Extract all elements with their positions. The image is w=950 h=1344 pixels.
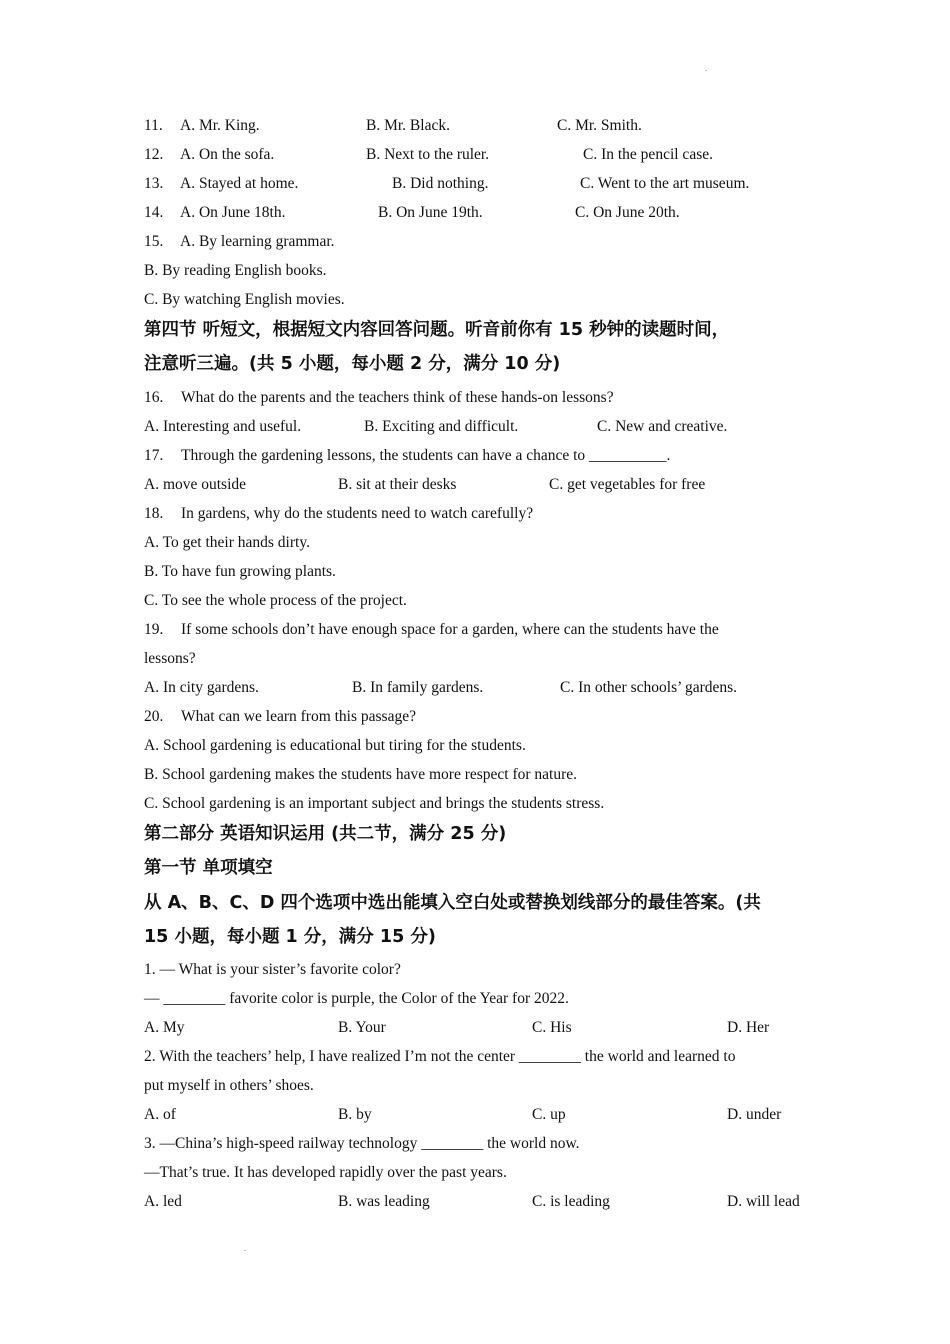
- p3-option-d: D. will lead: [727, 1193, 800, 1210]
- part2-instruction-line2: 15 小题，每小题 1 分，满分 15 分): [144, 927, 436, 947]
- q14-option-b: B. On June 19th.: [378, 204, 483, 221]
- q19-number: 19.: [144, 621, 164, 638]
- section4-heading-line1: 第四节 听短文，根据短文内容回答问题。听音前你有 15 秒钟的读题时间，: [144, 320, 730, 340]
- q16-number: 16.: [144, 389, 164, 406]
- q12-option-b: B. Next to the ruler.: [366, 146, 490, 163]
- q11-option-a: A. Mr. King.: [180, 117, 260, 134]
- q18-number: 18.: [144, 505, 164, 522]
- part2-instruction-line1: 从 A、B、C、D 四个选项中选出能填入空白处或替换划线部分的最佳答案。(共: [144, 893, 761, 913]
- q17-option-a: A. move outside: [144, 476, 247, 493]
- q11-number: 11.: [144, 117, 163, 134]
- q20-option-a: A. School gardening is educational but tiring for the students.: [144, 737, 526, 754]
- p1-option-d: D. Her: [727, 1019, 770, 1036]
- q20-question: What can we learn from this passage?: [181, 708, 416, 725]
- q15-number: 15.: [144, 233, 164, 250]
- q12-number: 12.: [144, 146, 164, 163]
- q13-option-b: B. Did nothing.: [392, 175, 489, 192]
- p1-line2: — ________ favorite color is purple, the Color of the Year for 2022.: [144, 990, 569, 1007]
- q11-option-c: C. Mr. Smith.: [557, 117, 642, 134]
- p1-option-c: C. His: [532, 1019, 572, 1036]
- q13-number: 13.: [144, 175, 164, 192]
- q17-option-c: C. get vegetables for free: [549, 476, 706, 493]
- part2-subtitle: 第一节 单项填空: [144, 858, 273, 878]
- p2-option-d: D. under: [727, 1106, 782, 1123]
- p3-option-b: B. was leading: [338, 1193, 430, 1210]
- p3-line1: 3. —China’s high-speed railway technology ________ the world now.: [144, 1135, 580, 1152]
- q12-option-a: A. On the sofa.: [180, 146, 275, 163]
- q20-option-c: C. School gardening is an important subject and brings the students stress.: [144, 795, 605, 812]
- page-mark-bottom: [244, 1250, 246, 1251]
- q12-option-c: C. In the pencil case.: [583, 146, 713, 163]
- q14-number: 14.: [144, 204, 164, 221]
- p3-option-c: C. is leading: [532, 1193, 610, 1210]
- q16-option-a: A. Interesting and useful.: [144, 418, 302, 435]
- q14-option-a: A. On June 18th.: [180, 204, 286, 221]
- q16-option-c: C. New and creative.: [597, 418, 728, 435]
- q15-option-a: A. By learning grammar.: [180, 233, 335, 250]
- p2-option-b: B. by: [338, 1106, 372, 1123]
- page-mark-top: [705, 70, 707, 71]
- q15-option-b: B. By reading English books.: [144, 262, 327, 279]
- q14-option-c: C. On June 20th.: [575, 204, 680, 221]
- q17-number: 17.: [144, 447, 164, 464]
- q20-option-b: B. School gardening makes the students have more respect for nature.: [144, 766, 578, 783]
- q19-option-b: B. In family gardens.: [352, 679, 484, 696]
- p1-line1: 1. — What is your sister’s favorite color?: [144, 961, 401, 978]
- q16-option-b: B. Exciting and difficult.: [364, 418, 519, 435]
- q18-option-a: A. To get their hands dirty.: [144, 534, 310, 551]
- q18-question: In gardens, why do the students need to watch carefully?: [181, 505, 534, 522]
- p2-option-a: A. of: [144, 1106, 176, 1123]
- q17-question: Through the gardening lessons, the students can have a chance to __________.: [181, 447, 671, 464]
- q19-question-line2: lessons?: [144, 650, 196, 667]
- part2-title: 第二部分 英语知识运用 (共二节，满分 25 分): [144, 824, 507, 844]
- p2-line1: 2. With the teachers’ help, I have realized I’m not the center ________ the world and learned to: [144, 1048, 736, 1065]
- q19-option-c: C. In other schools’ gardens.: [560, 679, 738, 696]
- q11-option-b: B. Mr. Black.: [366, 117, 450, 134]
- q19-question-line1: If some schools don’t have enough space for a garden, where can the students have the: [181, 621, 719, 638]
- p1-option-b: B. Your: [338, 1019, 386, 1036]
- section4-heading-line2: 注意听三遍。(共 5 小题，每小题 2 分，满分 10 分): [144, 354, 561, 374]
- q13-option-c: C. Went to the art museum.: [580, 175, 750, 192]
- p2-line2: put myself in others’ shoes.: [144, 1077, 314, 1094]
- q20-number: 20.: [144, 708, 164, 725]
- q18-option-b: B. To have fun growing plants.: [144, 563, 336, 580]
- p3-option-a: A. led: [144, 1193, 182, 1210]
- q13-option-a: A. Stayed at home.: [180, 175, 299, 192]
- q16-question: What do the parents and the teachers think of these hands-on lessons?: [181, 389, 614, 406]
- p3-line2: —That’s true. It has developed rapidly over the past years.: [144, 1164, 507, 1181]
- q18-option-c: C. To see the whole process of the project.: [144, 592, 407, 609]
- p2-option-c: C. up: [532, 1106, 566, 1123]
- q15-option-c: C. By watching English movies.: [144, 291, 345, 308]
- p1-option-a: A. My: [144, 1019, 185, 1036]
- q17-option-b: B. sit at their desks: [338, 476, 457, 493]
- q19-option-a: A. In city gardens.: [144, 679, 259, 696]
